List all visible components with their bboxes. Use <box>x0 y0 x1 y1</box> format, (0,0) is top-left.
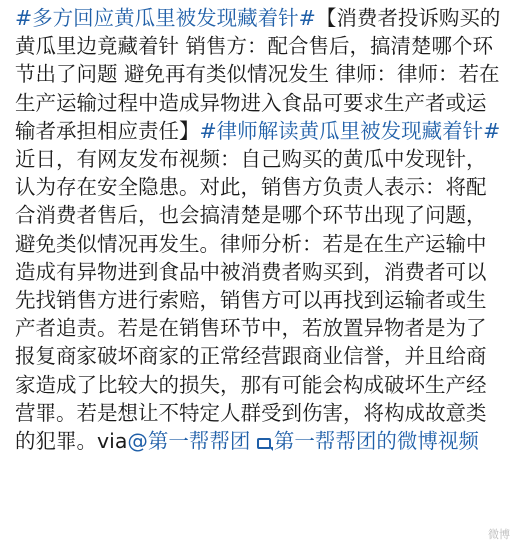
mention-link[interactable]: @第一帮帮团 <box>127 429 251 454</box>
video-link-label: 第一帮帮团的微博视频 <box>273 429 479 454</box>
post-body <box>15 4 503 455</box>
post-text-main: 近日，有网友发布视频：自己购买的黄瓜中发现针，认为存在安全隐患。对此，销售方负责人表示：将配合消费者售后，也会搞清楚是哪个环节出现了问题，避免类似情况再发生。律师分析：若是在生产运输中造成有异物进到食品中被消费者购买到，消费者可以先找销售方进行索赔，销售方可以再找到运输者或生产者追责。若是在销售环节中，若放置异物者是为了报复商家破坏商家的正常经营跟商业信誉，并且给商家造成了比较大的损失，那有可能会构成破坏生产经营罪。若是想让不特定人群受到伤害，将构成故意类的犯罪。via <box>15 147 487 454</box>
topic-link-lawyer[interactable]: #律师解读黄瓜里被发现藏着针# <box>199 118 501 143</box>
post-text-intro: 【消费者投诉购买的黄瓜里边竟藏着针 销售方：配合售后，搞清楚哪个环节出了问题 避免再有类似情况发生 律师：律师：若在生产运输过程中造成异物进入食品可要求生产者或运输者承担相应责任】 <box>15 6 501 143</box>
watermark: 微博 <box>488 528 510 541</box>
video-link[interactable] <box>257 429 479 453</box>
topic-link[interactable]: #多方回应黄瓜里被发现藏着针# <box>15 6 316 30</box>
video-icon <box>257 438 271 449</box>
